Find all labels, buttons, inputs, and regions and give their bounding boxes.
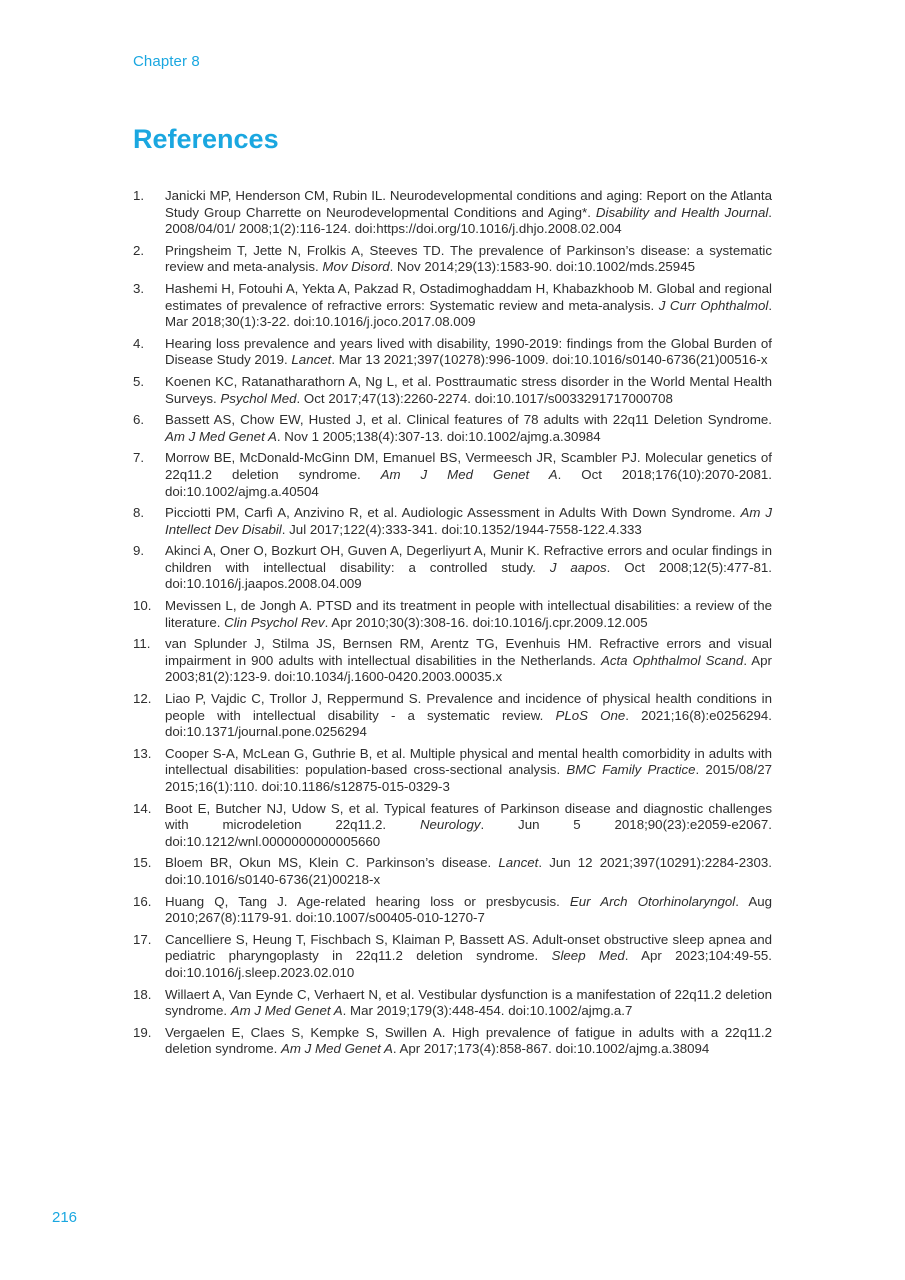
reference-text <box>165 243 772 276</box>
reference-authors-title: Liao P, Vajdic C, Trollor J, Reppermund S. Prevalence and incidence of physical health conditions in people with intellectual disability - a systematic review. <box>165 691 772 723</box>
reference-number: 8. <box>133 505 145 521</box>
reference-text <box>165 1025 772 1058</box>
reference-text <box>165 987 772 1020</box>
reference-authors-title: Boot E, Butcher NJ, Udow S, et al. Typical features of Parkinson disease and diagnostic challenges with microdeletion 22q11.2. <box>165 800 772 833</box>
reference-authors-title: Bloem BR, Okun MS, Klein C. Parkinson’s disease. <box>165 855 499 871</box>
reference-journal: Eur Arch Otorhinolaryngol <box>569 893 736 909</box>
reference-authors-title: Bassett AS, Chow EW, Husted J, et al. Clinical features of 78 adults with 22q11 Deletion Syndrome. <box>165 412 772 428</box>
reference-text <box>165 932 772 982</box>
reference-text <box>165 505 772 538</box>
page-number: 216 <box>52 1209 78 1226</box>
reference-journal: PLoS One <box>555 707 626 723</box>
reference-journal: Lancet <box>291 352 332 368</box>
reference-journal: Disability and Health Journal <box>595 204 769 220</box>
reference-item <box>133 1025 772 1058</box>
reference-number: 5. <box>133 373 145 389</box>
reference-item <box>133 336 772 369</box>
reference-details: . Apr 2003;81(2):123-9. doi:10.1034/j.1600-0420.2003.00035.x <box>165 652 772 685</box>
reference-authors-title: Willaert A, Van Eynde C, Verhaert N, et al. Vestibular dysfunction is a manifestation of 22q11.2 deletion syndrome. <box>165 986 772 1019</box>
reference-item <box>133 243 772 276</box>
reference-number: 9. <box>133 543 145 559</box>
reference-journal: Am J Intellect Dev Disabil <box>165 505 772 537</box>
reference-details: . Apr 2023;104:49-55. doi:10.1016/j.sleep.2023.02.010 <box>165 948 772 980</box>
reference-journal: Sleep Med <box>551 948 625 964</box>
reference-journal: Neurology <box>419 817 481 833</box>
reference-journal: Am J Med Genet A <box>281 1041 393 1057</box>
reference-text <box>165 746 772 796</box>
reference-authors-title: van Splunder J, Stilma JS, Bernsen RM, Arentz TG, Evenhuis HM. Refractive errors and visual impairment in 900 adults with intellectual disabilities in the Netherlands. <box>165 636 772 668</box>
reference-details: . Mar 2019;179(3):448-454. doi:10.1002/ajmg.a.7 <box>342 1003 633 1019</box>
reference-authors-title: Huang Q, Tang J. Age-related hearing loss or presbycusis. <box>165 893 570 909</box>
reference-number: 17. <box>133 931 152 947</box>
reference-details: . Nov 2014;29(13):1583-90. doi:10.1002/mds.25945 <box>389 259 695 275</box>
reference-item <box>133 801 772 851</box>
reference-text <box>165 691 772 741</box>
reference-details: . Mar 2018;30(1):3-22. doi:10.1016/j.joco.2017.08.009 <box>165 297 773 330</box>
reference-item <box>133 691 772 741</box>
reference-item <box>133 281 772 331</box>
reference-item <box>133 505 772 538</box>
reference-text <box>165 412 772 445</box>
reference-journal: Psychol Med <box>220 390 297 406</box>
reference-journal: Clin Psychol Rev <box>224 614 325 630</box>
reference-details: . Mar 13 2021;397(10278):996-1009. doi:10.1016/s0140-6736(21)00516-x <box>331 352 768 368</box>
reference-text <box>165 636 772 686</box>
reference-item <box>133 746 772 796</box>
reference-item <box>133 450 772 500</box>
reference-number: 18. <box>133 986 152 1002</box>
reference-details: . Jul 2017;122(4):333-341. doi:10.1352/1944-7558-122.4.333 <box>281 521 642 537</box>
reference-item <box>133 894 772 927</box>
reference-number: 11. <box>133 636 151 652</box>
reference-journal: J aapos <box>549 559 607 575</box>
reference-journal: J Curr Ophthalmol <box>658 297 769 313</box>
reference-item <box>133 598 772 631</box>
reference-details: . Oct 2008;12(5):477-81. doi:10.1016/j.jaapos.2008.04.009 <box>165 559 772 592</box>
reference-item <box>133 987 772 1020</box>
reference-item <box>133 374 772 407</box>
reference-journal: Am J Med Genet A <box>380 466 558 482</box>
reference-authors-title: Vergaelen E, Claes S, Kempke S, Swillen A. High prevalence of fatigue in adults with a 22q11.2 deletion syndrome. <box>165 1024 772 1057</box>
reference-details: . 2008/04/01/ 2008;1(2):116-124. doi:https://doi.org/10.1016/j.dhjo.2008.02.004 <box>165 204 772 237</box>
reference-journal: Acta Ophthalmol Scand <box>600 652 744 668</box>
reference-item <box>133 188 772 238</box>
reference-authors-title: Cancelliere S, Heung T, Fischbach S, Klaiman P, Bassett AS. Adult-onset obstructive sleep apnea and pediatric pharyngoplasty in 22q11.2 deletion syndrome. <box>165 931 772 964</box>
reference-number: 6. <box>133 412 145 428</box>
reference-number: 3. <box>133 280 145 296</box>
reference-item <box>133 636 772 686</box>
reference-details: . Oct 2017;47(13):2260-2274. doi:10.1017/s0033291717000708 <box>296 390 673 406</box>
reference-authors-title: Akinci A, Oner O, Bozkurt OH, Guven A, Degerliyurt A, Munir K. Refractive errors and ocular findings in children with intellectual disability: a controlled study. <box>165 543 772 575</box>
reference-text <box>165 188 772 238</box>
reference-number: 15. <box>133 855 152 871</box>
reference-journal: Lancet <box>498 855 539 871</box>
reference-text <box>165 801 772 851</box>
reference-text <box>165 336 772 369</box>
reference-number: 19. <box>133 1024 152 1040</box>
reference-number: 1. <box>133 188 145 203</box>
reference-details: . Nov 1 2005;138(4):307-13. doi:10.1002/ajmg.a.30984 <box>276 428 601 444</box>
reference-number: 12. <box>133 691 152 707</box>
reference-number: 10. <box>133 598 152 614</box>
reference-number: 14. <box>133 800 152 816</box>
reference-item <box>133 412 772 445</box>
reference-authors-title: Hearing loss prevalence and years lived with disability, 1990-2019: findings from the Global Burden of Disease Study 2019. <box>165 335 772 368</box>
reference-text <box>165 281 772 331</box>
reference-details: . Jun 12 2021;397(10291):2284-2303. doi:10.1016/s0140-6736(21)00218-x <box>165 855 772 887</box>
reference-item <box>133 855 772 888</box>
reference-journal: Mov Disord <box>322 259 390 275</box>
reference-details: . 2021;16(8):e0256294. doi:10.1371/journal.pone.0256294 <box>165 707 772 740</box>
reference-text <box>165 894 772 927</box>
reference-number: 13. <box>133 745 152 761</box>
reference-authors-title: Hashemi H, Fotouhi A, Yekta A, Pakzad R, Ostadimoghaddam H, Khabazkhoob M. Global and regional estimates of prevalence of refractive errors: Systematic review and meta-analysis. <box>165 280 772 313</box>
reference-details: . Oct 2018;176(10):2070-2081. doi:10.1002/ajmg.a.40504 <box>165 466 772 499</box>
reference-number: 16. <box>133 893 152 909</box>
reference-authors-title: Koenen KC, Ratanatharathorn A, Ng L, et al. Posttraumatic stress disorder in the World Mental Health Surveys. <box>165 373 772 406</box>
reference-journal: Am J Med Genet A <box>165 428 277 444</box>
reference-authors-title: Janicki MP, Henderson CM, Rubin IL. Neurodevelopmental conditions and aging: Report on the Atlanta Study Group Charrette on Neurodevelopmental Conditions and Aging*. <box>165 188 772 220</box>
reference-text <box>165 855 772 888</box>
reference-number: 4. <box>133 335 145 351</box>
reference-item <box>133 543 772 593</box>
reference-text <box>165 374 772 407</box>
page-title: References <box>133 124 279 154</box>
reference-number: 2. <box>133 242 145 258</box>
reference-journal: Am J Med Genet A <box>230 1003 343 1019</box>
reference-text <box>165 543 772 593</box>
reference-authors-title: Pringsheim T, Jette N, Frolkis A, Steeves TD. The prevalence of Parkinson’s disease: a systematic review and meta-analysis. <box>165 242 772 275</box>
reference-authors-title: Mevissen L, de Jongh A. PTSD and its treatment in people with intellectual disabilities: a review of the literature. <box>165 598 772 630</box>
reference-details: . 2015/08/27 2015;16(1):110. doi:10.1186/s12875-015-0329-3 <box>165 762 772 794</box>
reference-details: . Apr 2010;30(3):308-16. doi:10.1016/j.cpr.2009.12.005 <box>324 614 648 630</box>
reference-text <box>165 450 772 500</box>
reference-details: . Aug 2010;267(8):1179-91. doi:10.1007/s00405-010-1270-7 <box>165 893 772 926</box>
reference-details: . Apr 2017;173(4):858-867. doi:10.1002/ajmg.a.38094 <box>392 1041 710 1057</box>
chapter-header: Chapter 8 <box>133 53 200 70</box>
reference-journal: BMC Family Practice <box>566 762 696 778</box>
reference-authors-title: Morrow BE, McDonald-McGinn DM, Emanuel BS, Vermeesch JR, Scambler PJ. Molecular genetics of 22q11.2 deletion syndrome. <box>165 450 772 482</box>
reference-item <box>133 932 772 982</box>
reference-details: . Jun 5 2018;90(23):e2059-e2067. doi:10.1212/wnl.0000000000005660 <box>165 817 772 849</box>
reference-authors-title: Cooper S-A, McLean G, Guthrie B, et al. Multiple physical and mental health comorbidity in adults with intellectual disabilities: population-based cross-sectional analysis. <box>165 745 772 778</box>
reference-authors-title: Picciotti PM, Carfì A, Anzivino R, et al. Audiologic Assessment in Adults With Down Syndrome. <box>165 505 741 521</box>
reference-text <box>165 598 772 631</box>
reference-number: 7. <box>133 450 145 466</box>
reference-list <box>133 188 772 1063</box>
